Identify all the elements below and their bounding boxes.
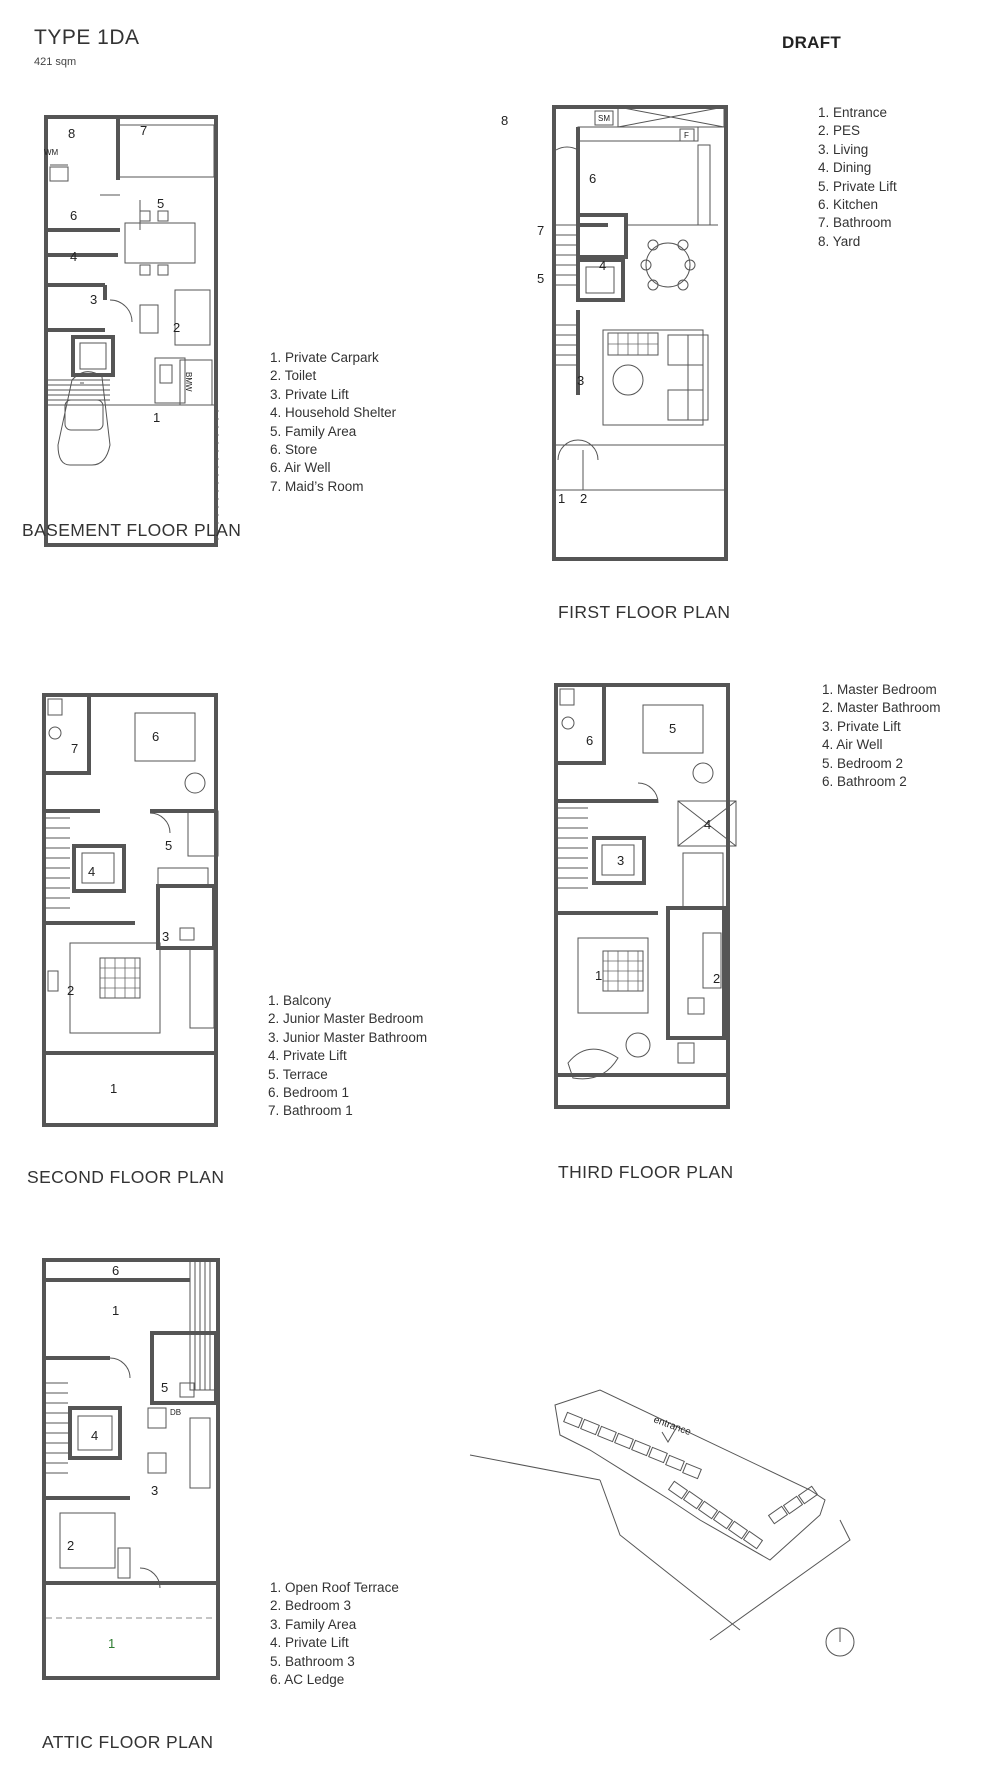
room-mark: 1 [112,1303,120,1318]
legend-item: 3. Junior Master Bathroom [268,1029,428,1045]
third-floor-plan [548,683,738,1113]
room-mark: 2 [713,971,721,986]
legend-item: 5. Private Lift [818,178,897,194]
room-mark: 6 [70,208,78,223]
room-mark: 3 [617,853,625,868]
legend-item: 2. Master Bathroom [822,700,941,716]
attic-plan-title: ATTIC FLOOR PLAN [42,1732,214,1752]
legend-item: 8. Yard [818,233,861,249]
room-mark: 2 [580,491,588,506]
legend-item: 6. Kitchen [818,197,879,213]
room-mark: 8 [501,113,509,128]
legend-item: 3. Private Lift [270,386,349,402]
legend-item: 2. Junior Master Bedroom [268,1011,424,1027]
room-mark: 7 [71,741,79,756]
wm-label: WM [44,148,59,157]
first-floor-plan [501,105,733,565]
room-mark: 2 [67,1538,75,1553]
db-label: DB [170,1408,182,1417]
legend-item: 7. Bathroom 1 [268,1103,353,1119]
room-mark: 1 [558,491,566,506]
legend-item: 1. Open Roof Terrace [270,1580,399,1595]
room-mark: 7 [140,123,148,138]
room-mark: 3 [162,929,170,944]
room-mark: 5 [537,271,545,286]
room-mark: 6 [586,733,594,748]
entrance-label: entrance [651,1414,693,1439]
draft-label: DRAFT [782,33,842,52]
area-label: 421 sqm [34,56,77,68]
room-mark: 3 [151,1483,159,1498]
second-legend [268,992,427,1121]
room-mark: 5 [165,838,173,853]
sm-label: SM [598,114,610,123]
legend-item: 5. Bedroom 2 [822,755,904,771]
room-mark: 4 [70,249,78,264]
room-mark: 4 [704,817,712,832]
room-mark: 2 [67,983,75,998]
third-plan-title: THIRD FLOOR PLAN [558,1162,734,1182]
third-legend [822,681,941,791]
room-mark: 1 [110,1081,118,1096]
legend-item: 2. Bedroom 3 [270,1598,352,1614]
first-legend [818,104,897,251]
legend-item: 4. Household Shelter [270,405,397,421]
basement-legend [270,349,396,496]
room-mark: 4 [599,258,607,273]
room-mark: 6 [112,1263,120,1278]
legend-item: 5. Terrace [268,1066,328,1082]
room-mark: 4 [88,864,96,879]
room-mark: 5 [161,1380,169,1395]
legend-item: 2. Toilet [270,368,317,384]
room-mark: 3 [577,373,585,388]
attic-legend [270,1579,399,1689]
room-mark: 3 [90,292,98,307]
page-title: TYPE 1DA [34,26,140,49]
legend-item: 1. Master Bedroom [822,682,937,697]
legend-item: 6. AC Ledge [270,1672,345,1688]
legend-item: 1. Entrance [818,105,888,120]
room-mark: 7 [537,223,545,238]
bmw-label: BMW [184,372,193,392]
room-mark: 8 [68,126,76,141]
room-mark: 4 [91,1428,99,1443]
legend-item: 1. Private Carpark [270,350,379,365]
room-mark: 1 [108,1636,116,1651]
legend-item: 5. Bathroom 3 [270,1653,355,1669]
first-plan-title: FIRST FLOOR PLAN [558,602,731,622]
legend-item: 4. Dining [818,160,872,176]
basement-plan-title: BASEMENT FLOOR PLAN [22,520,242,540]
room-mark: 2 [173,320,181,335]
legend-item: 4. Private Lift [270,1635,349,1651]
legend-item: 6. Store [270,442,318,458]
legend-item: 5. Family Area [270,423,357,439]
room-mark: 1 [595,968,603,983]
room-mark: 1 [153,410,161,425]
legend-item: 6. Air Well [270,460,331,476]
room-mark: 6 [589,171,597,186]
room-mark: 5 [669,721,677,736]
legend-item: 6. Bathroom 2 [822,774,907,790]
second-floor-plan [40,693,235,1133]
second-plan-title: SECOND FLOOR PLAN [27,1167,225,1187]
legend-item: 7. Bathroom [818,215,892,231]
f-label: F [684,131,689,140]
legend-item: 4. Air Well [822,737,883,753]
attic-floor-plan [40,1258,235,1683]
legend-item: 6. Bedroom 1 [268,1085,350,1101]
legend-item: 3. Family Area [270,1616,357,1632]
room-mark: 5 [157,196,165,211]
legend-item: 4. Private Lift [268,1048,347,1064]
legend-item: 3. Private Lift [822,718,901,734]
legend-item: 7. Maid’s Room [270,478,364,494]
site-key-plan [470,1380,870,1670]
legend-item: 1. Balcony [268,993,332,1008]
legend-item: 3. Living [818,141,869,157]
basement-floor-plan [40,115,230,550]
room-mark: 6 [152,729,160,744]
legend-item: 2. PES [818,123,861,139]
